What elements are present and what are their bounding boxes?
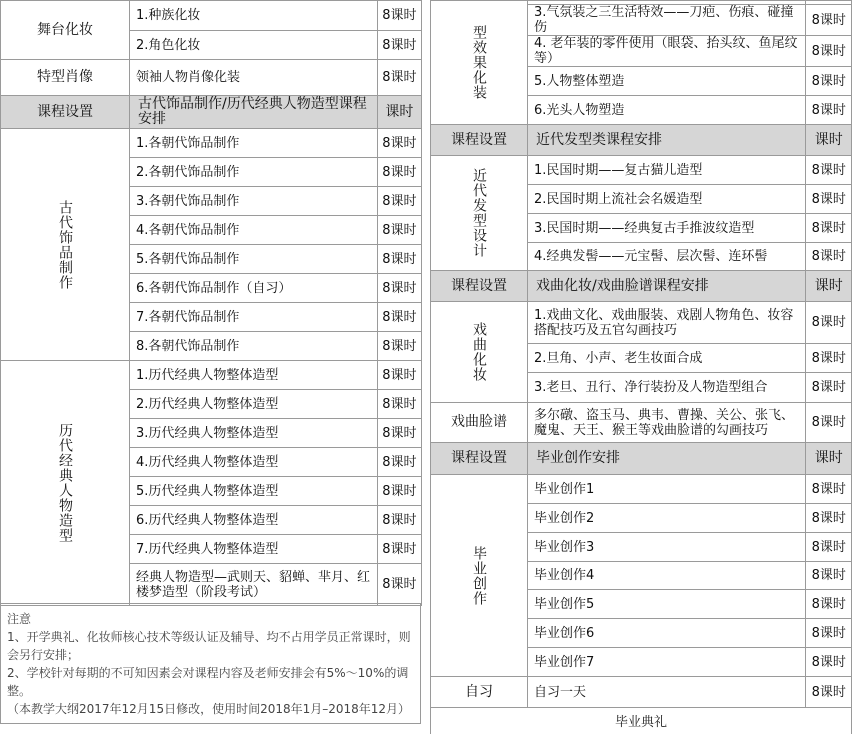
course-hours: 8课时 xyxy=(806,403,852,443)
course-topic: 3.老旦、丑行、净行装扮及人物造型组合 xyxy=(528,373,806,403)
course-hours: 8课时 xyxy=(377,477,421,506)
notes-line: 2、学校针对每期的不可知因素会对课程内容及老师安排会有5%～10%的调整。 xyxy=(7,664,414,700)
course-hours: 8课时 xyxy=(806,590,852,619)
course-hours: 8课时 xyxy=(377,332,421,361)
course-hours: 8课时 xyxy=(377,506,421,535)
course-topic: 1.各朝代饰品制作 xyxy=(130,129,378,158)
course-topic: 多尔礅、盗玉马、典韦、曹操、关公、张飞、魔鬼、天王、猴王等戏曲脸谱的勾画技巧 xyxy=(528,403,806,443)
course-topic: 毕业创作3 xyxy=(528,533,806,562)
course-hours: 8课时 xyxy=(806,373,852,403)
category-cell: 戏曲脸谱 xyxy=(431,403,528,443)
category-cell: 古代饰品制作 xyxy=(1,129,130,361)
table-row xyxy=(431,677,852,708)
course-topic: 8.各朝代饰品制作 xyxy=(130,332,378,361)
category-cell: 毕业创作 xyxy=(431,475,528,677)
category-cell: 型效果化装 xyxy=(431,1,528,125)
left-schedule-panel xyxy=(0,0,422,725)
section-header-row xyxy=(431,443,852,475)
hours-header: 课时 xyxy=(806,271,852,302)
course-hours: 8课时 xyxy=(806,475,852,504)
course-hours: 8课时 xyxy=(806,67,852,96)
course-hours: 8课时 xyxy=(806,302,852,344)
hours-header: 课时 xyxy=(806,443,852,475)
course-topic: 5.历代经典人物整体造型 xyxy=(130,477,378,506)
category-header-cell: 课程设置 xyxy=(1,96,130,129)
course-topic: 3.历代经典人物整体造型 xyxy=(130,419,378,448)
course-topic: 2.历代经典人物整体造型 xyxy=(130,390,378,419)
category-header-cell: 课程设置 xyxy=(431,125,528,156)
course-topic: 毕业创作2 xyxy=(528,504,806,533)
category-cell: 特型肖像 xyxy=(1,60,130,96)
table-row xyxy=(1,129,422,158)
course-hours: 8课时 xyxy=(377,31,421,60)
course-topic: 2.角色化妆 xyxy=(130,31,378,60)
course-hours: 8课时 xyxy=(377,390,421,419)
notes-box xyxy=(0,603,421,724)
course-topic: 经典人物造型—武则天、貂蝉、芈月、红楼梦造型（阶段考试） xyxy=(130,564,378,606)
course-hours: 8课时 xyxy=(377,419,421,448)
course-hours: 8课时 xyxy=(806,185,852,214)
table-row xyxy=(431,302,852,344)
notes-line: （本教学大纲2017年12月15日修改，使用时间2018年1月–2018年12月） xyxy=(7,700,414,718)
table-row xyxy=(1,361,422,390)
course-hours: 8课时 xyxy=(806,677,852,708)
course-topic: 6.各朝代饰品制作（自习） xyxy=(130,274,378,303)
course-hours: 8课时 xyxy=(377,535,421,564)
course-hours: 8课时 xyxy=(806,243,852,271)
table-row xyxy=(1,1,422,31)
course-hours: 8课时 xyxy=(377,274,421,303)
course-topic: 2.旦角、小声、老生妆面合成 xyxy=(528,344,806,373)
category-cell: 戏曲化妆 xyxy=(431,302,528,403)
table-row xyxy=(431,403,852,443)
course-hours: 8课时 xyxy=(806,156,852,185)
course-hours: 8课时 xyxy=(377,60,421,96)
course-topic: 自习一天 xyxy=(528,677,806,708)
category-header-cell: 课程设置 xyxy=(431,443,528,475)
section-header-row xyxy=(1,96,422,129)
section-title: 近代发型类课程安排 xyxy=(528,125,806,156)
hours-header: 课时 xyxy=(377,96,421,129)
course-topic: 6.光头人物塑造 xyxy=(528,96,806,125)
course-topic: 1.种族化妆 xyxy=(130,1,378,31)
section-header-row xyxy=(431,125,852,156)
course-hours: 8课时 xyxy=(377,129,421,158)
course-topic: 5.人物整体塑造 xyxy=(528,67,806,96)
course-topic: 1.戏曲文化、戏曲服装、戏剧人物角色、妆容搭配技巧及五官勾画技巧 xyxy=(528,302,806,344)
course-topic: 毕业创作4 xyxy=(528,562,806,590)
course-topic: 3.气氛装之三生活特效——刀疤、伤痕、碰撞伤 xyxy=(528,5,806,36)
course-topic: 5.各朝代饰品制作 xyxy=(130,245,378,274)
course-hours: 8课时 xyxy=(806,504,852,533)
course-hours: 8课时 xyxy=(377,158,421,187)
table-row xyxy=(431,156,852,185)
course-topic: 4. 老年装的零件使用（眼袋、抬头纹、鱼尾纹等） xyxy=(528,36,806,67)
course-hours: 8课时 xyxy=(377,361,421,390)
course-topic: 2.民国时期上流社会名媛造型 xyxy=(528,185,806,214)
course-hours: 8课时 xyxy=(806,214,852,243)
course-topic: 1.民国时期——复古猫儿造型 xyxy=(528,156,806,185)
notes-heading: 注意 xyxy=(7,610,414,628)
course-hours: 8课时 xyxy=(806,562,852,590)
course-topic: 毕业创作5 xyxy=(528,590,806,619)
category-header-cell: 课程设置 xyxy=(431,271,528,302)
course-hours: 8课时 xyxy=(806,5,852,36)
course-topic: 毕业创作6 xyxy=(528,619,806,648)
course-hours: 8课时 xyxy=(806,648,852,677)
course-topic: 7.各朝代饰品制作 xyxy=(130,303,378,332)
course-topic: 6.历代经典人物整体造型 xyxy=(130,506,378,535)
course-topic: 7.历代经典人物整体造型 xyxy=(130,535,378,564)
course-topic: 4.各朝代饰品制作 xyxy=(130,216,378,245)
right-schedule-table xyxy=(430,0,852,734)
category-cell: 自习 xyxy=(431,677,528,708)
course-topic: 领袖人物肖像化装 xyxy=(130,60,378,96)
course-topic: 3.各朝代饰品制作 xyxy=(130,187,378,216)
category-cell: 历代经典人物造型 xyxy=(1,361,130,606)
notes-line: 1、开学典礼、化妆师核心技术等级认证及辅导、均不占用学员正常课时，则会另行安排； xyxy=(7,628,414,664)
section-header-row xyxy=(431,271,852,302)
course-topic: 3.民国时期——经典复古手推波纹造型 xyxy=(528,214,806,243)
course-hours: 8课时 xyxy=(377,303,421,332)
course-hours: 8课时 xyxy=(806,36,852,67)
category-cell: 近代发型设计 xyxy=(431,156,528,271)
section-title: 毕业创作安排 xyxy=(528,443,806,475)
left-schedule-table xyxy=(0,0,422,606)
section-title: 戏曲化妆/戏曲脸谱课程安排 xyxy=(528,271,806,302)
course-hours: 8课时 xyxy=(377,1,421,31)
course-hours: 8课时 xyxy=(806,619,852,648)
course-hours: 8课时 xyxy=(806,533,852,562)
table-row xyxy=(1,60,422,96)
hours-header: 课时 xyxy=(806,125,852,156)
course-topic: 1.历代经典人物整体造型 xyxy=(130,361,378,390)
course-hours: 8课时 xyxy=(377,564,421,606)
course-topic: 毕业创作7 xyxy=(528,648,806,677)
course-hours: 8课时 xyxy=(377,245,421,274)
course-topic: 毕业创作1 xyxy=(528,475,806,504)
table-row xyxy=(431,708,852,734)
course-topic: 4.历代经典人物整体造型 xyxy=(130,448,378,477)
category-cell: 舞台化妆 xyxy=(1,1,130,60)
graduation-ceremony: 毕业典礼 xyxy=(431,708,852,734)
course-hours: 8课时 xyxy=(806,96,852,125)
course-hours: 8课时 xyxy=(806,344,852,373)
course-hours: 8课时 xyxy=(377,216,421,245)
section-title: 古代饰品制作/历代经典人物造型课程安排 xyxy=(130,96,378,129)
course-topic: 4.经典发髻——元宝髻、层次髻、连环髻 xyxy=(528,243,806,271)
course-hours: 8课时 xyxy=(377,187,421,216)
course-topic: 2.各朝代饰品制作 xyxy=(130,158,378,187)
table-row xyxy=(431,475,852,504)
course-hours: 8课时 xyxy=(377,448,421,477)
right-schedule-panel xyxy=(430,0,852,725)
